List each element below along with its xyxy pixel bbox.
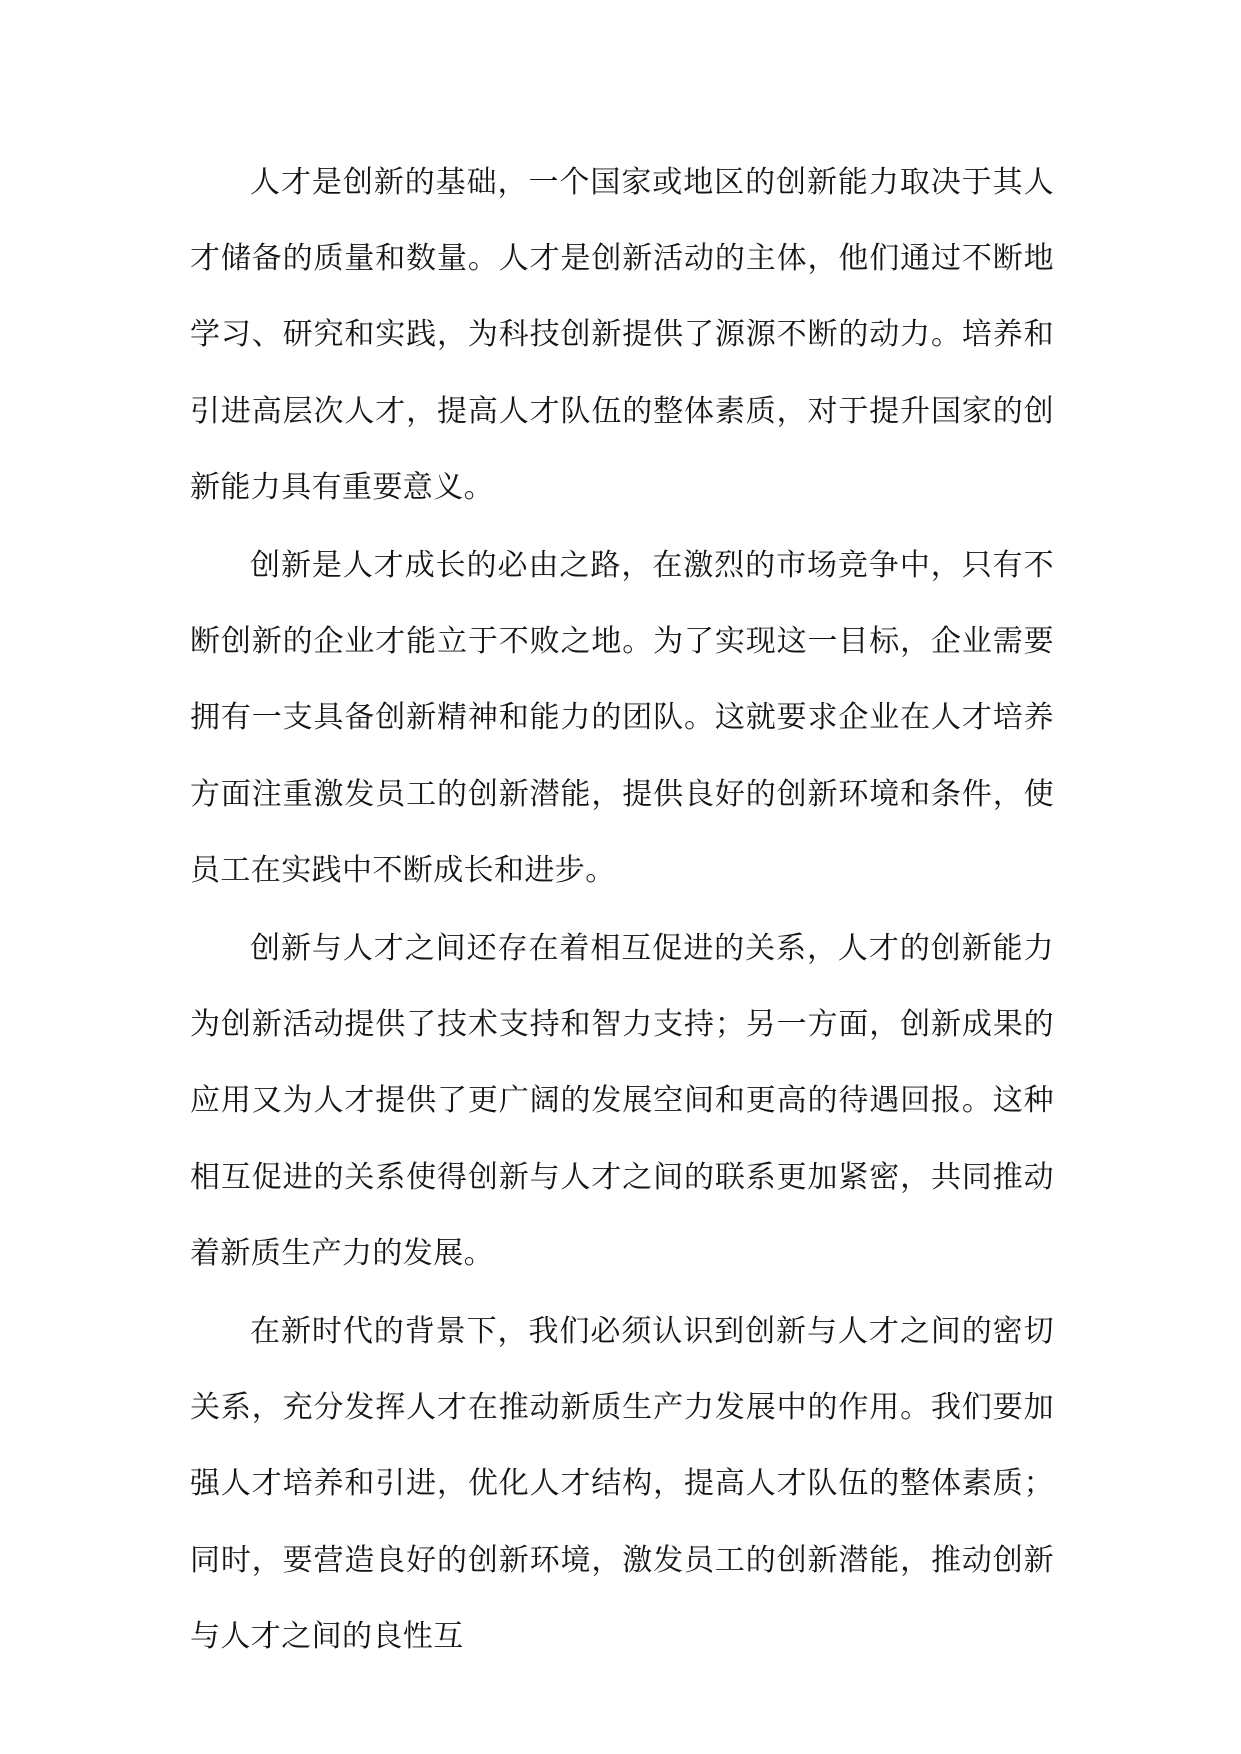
paragraph-1: 人才是创新的基础，一个国家或地区的创新能力取决于其人才储备的质量和数量。人才是创新活动的主体，他们通过不断地学习、研究和实践，为科技创新提供了源源不断的动力。培养和引进高层次人才，提高人才队伍的整体素质，对于提升国家的创新能力具有重要意义。	[190, 165, 1054, 505]
document-body	[190, 145, 1054, 1677]
paragraph-4: 在新时代的背景下，我们必须认识到创新与人才之间的密切关系，充分发挥人才在推动新质生产力发展中的作用。我们要加强人才培养和引进，优化人才结构，提高人才队伍的整体素质；同时，要营造良好的创新环境，激发员工的创新潜能，推动创新与人才之间的良性互	[190, 1314, 1054, 1654]
paragraph-2: 创新是人才成长的必由之路，在激烈的市场竞争中，只有不断创新的企业才能立于不败之地。为了实现这一目标，企业需要拥有一支具备创新精神和能力的团队。这就要求企业在人才培养方面注重激发员工的创新潜能，提供良好的创新环境和条件，使员工在实践中不断成长和进步。	[190, 548, 1054, 888]
paragraph-3: 创新与人才之间还存在着相互促进的关系，人才的创新能力为创新活动提供了技术支持和智力支持；另一方面，创新成果的应用又为人才提供了更广阔的发展空间和更高的待遇回报。这种相互促进的关系使得创新与人才之间的联系更加紧密，共同推动着新质生产力的发展。	[190, 931, 1054, 1271]
